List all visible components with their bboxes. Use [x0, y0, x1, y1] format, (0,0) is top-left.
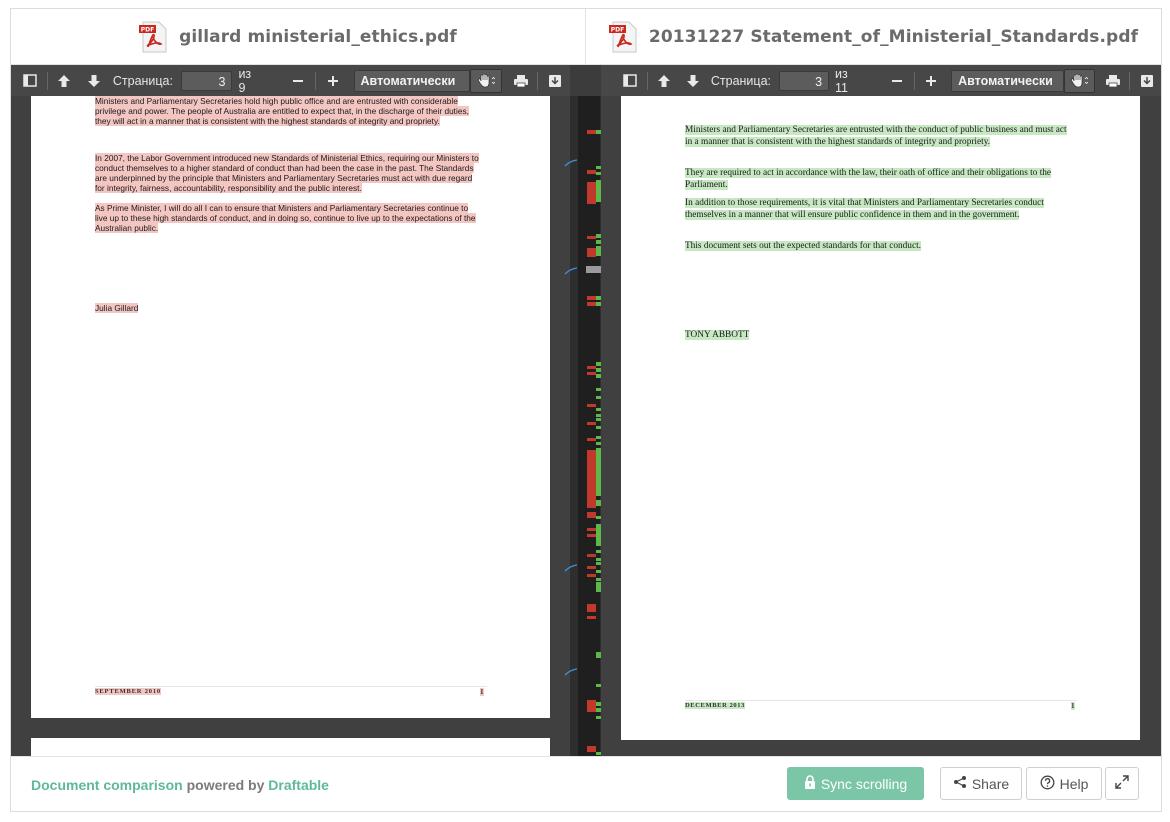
- right-paragraph-4-text: This document sets out the expected standards for that conduct.: [685, 241, 921, 251]
- draftable-link[interactable]: Draftable: [268, 777, 329, 793]
- toolbar-divider: [647, 72, 648, 90]
- plus-icon[interactable]: [916, 65, 945, 96]
- diff-mark-deleted[interactable]: [587, 534, 596, 537]
- diff-mark-deleted[interactable]: [587, 170, 596, 174]
- page-total: из 9: [238, 66, 252, 95]
- left-paragraph-2-text: In 2007, the Labor Government introduced new Standards of Ministerial Ethics, requiring our Ministers to conduct themselves to a higher standard of conduct than had been the case in the past. The Standards are underpinned by the principle that Ministers and Parliamentary Secretaries must act with due regard for integrity, fairness, accountability, responsibility and the public interest.: [95, 153, 479, 193]
- plus-icon[interactable]: [318, 65, 348, 96]
- toolbar-gap: [570, 65, 601, 96]
- diff-mark-deleted[interactable]: [587, 372, 596, 375]
- right-signature: [685, 329, 749, 341]
- hand-tool-icon[interactable]: [470, 69, 502, 93]
- arrow-down-icon[interactable]: [79, 65, 109, 96]
- svg-text:PDF: PDF: [610, 26, 625, 33]
- toolbar-divider: [47, 72, 48, 90]
- diff-mark-deleted[interactable]: [587, 404, 596, 407]
- diff-mark-deleted[interactable]: [587, 248, 596, 257]
- print-icon[interactable]: [506, 65, 536, 96]
- left-doc-title: gillard ministerial_ethics.pdf: [179, 26, 457, 47]
- pdf-icon: [609, 21, 639, 53]
- sidebar-toggle-icon[interactable]: [15, 65, 45, 96]
- right-document-viewer[interactable]: [601, 96, 1161, 756]
- hand-tool-icon[interactable]: [1064, 69, 1095, 93]
- diff-mark-deleted[interactable]: [587, 422, 596, 425]
- document-comparison-link[interactable]: Document comparison: [31, 777, 183, 793]
- diff-mark-deleted[interactable]: [587, 574, 596, 577]
- right-pdf-toolbar: [601, 65, 1161, 96]
- expand-icon: [1115, 775, 1129, 792]
- diff-mark-deleted[interactable]: [587, 512, 596, 518]
- left-paragraph-1-text: Ministers and Parliamentary Secretaries hold high public office and are entrusted with considerable privilege and power. The people of Australia are entitled to expect that, in the discharge of their duties, they will act in a manner that is consistent with the highest standards of integrity and propriety.: [95, 96, 469, 126]
- arrow-down-icon[interactable]: [678, 65, 707, 96]
- connector-arrow-icon: [564, 563, 578, 573]
- connector-arrow-icon: [564, 667, 578, 677]
- page-label: Страница:: [710, 73, 772, 88]
- diff-mark-deleted[interactable]: [587, 554, 596, 557]
- sidebar-toggle-icon[interactable]: [616, 65, 645, 96]
- download-icon[interactable]: [540, 65, 570, 96]
- diff-mark-deleted[interactable]: [587, 366, 596, 369]
- right-paragraph-1: [685, 124, 1073, 148]
- diff-mark-deleted[interactable]: [587, 236, 596, 239]
- comparison-frame: [10, 8, 1162, 812]
- left-paragraph-2: [95, 153, 481, 193]
- fullscreen-button[interactable]: [1105, 767, 1139, 800]
- diff-mark-deleted[interactable]: [587, 450, 596, 508]
- right-pdf-page: [621, 96, 1140, 740]
- diff-mark-deleted[interactable]: [587, 604, 596, 612]
- diff-gutter[interactable]: [570, 96, 601, 756]
- help-icon: [1040, 775, 1055, 793]
- share-icon: [953, 775, 967, 792]
- left-doc-header: [11, 9, 586, 65]
- connector-arrow-icon: [564, 158, 578, 168]
- right-doc-title: 20131227 Statement_of_Ministerial_Standards.pdf: [648, 26, 1139, 47]
- diff-mark-deleted[interactable]: [587, 616, 596, 619]
- right-paragraph-4: [685, 240, 1073, 252]
- download-icon[interactable]: [1132, 65, 1161, 96]
- diff-mark-deleted[interactable]: [587, 566, 596, 569]
- sync-scrolling-button[interactable]: [787, 767, 924, 800]
- toolbar-divider: [537, 72, 538, 90]
- diff-mark-deleted[interactable]: [587, 438, 596, 441]
- page-total: из 11: [835, 66, 848, 95]
- right-footer-rule: [685, 700, 1077, 701]
- page-number-input[interactable]: 3: [181, 71, 232, 91]
- right-doc-header: [586, 9, 1161, 65]
- svg-text:PDF: PDF: [140, 26, 155, 33]
- toolbar-divider: [914, 72, 915, 90]
- diff-mark-deleted[interactable]: [587, 130, 596, 134]
- page-number-input[interactable]: 3: [779, 71, 829, 91]
- right-paragraph-2-text: They are required to act in accordance with the law, their oath of office and their obligations to the Parliament.: [685, 168, 1052, 190]
- diff-mark-deleted[interactable]: [587, 302, 596, 306]
- left-signature-text: Julia Gillard: [95, 303, 139, 313]
- left-pdf-toolbar: [11, 65, 570, 96]
- zoom-select[interactable]: Автоматически: [951, 70, 1064, 92]
- share-label: Share: [971, 775, 1010, 792]
- left-document-viewer[interactable]: [11, 96, 570, 756]
- page-label: Страница:: [112, 73, 173, 88]
- left-paragraph-3-text: As Prime Minister, I will do all I can to ensure that Ministers and Parliamentary Secretaries continue to live up to these high standards of conduct, and in doing so, continue to live up to the expectations of the Australian public.: [95, 203, 476, 233]
- help-label: Help: [1059, 775, 1089, 792]
- pdf-icon: [139, 21, 169, 53]
- left-footer-date: SEPTEMBER 2010: [95, 688, 161, 695]
- right-paragraph-3-text: In addition to those requirements, it is vital that Ministers and Parliamentary Secretaries conduct themselves in a manner that will ensure public confidence in them and in the government.: [685, 198, 1044, 220]
- arrow-up-icon[interactable]: [650, 65, 679, 96]
- powered-by-text: [31, 777, 329, 793]
- share-button[interactable]: [940, 767, 1022, 800]
- diff-mark-deleted[interactable]: [587, 746, 596, 752]
- toolbar-divider: [1129, 72, 1130, 90]
- left-footer-page-number: 1: [480, 688, 484, 696]
- app-footer: [11, 756, 1161, 812]
- right-paragraph-1-text: Ministers and Parliamentary Secretaries are entrusted with the conduct of public business and must act in a manner that is consistent with the highest standards of integrity and propriety.: [685, 125, 1067, 147]
- right-paragraph-3: [685, 197, 1073, 221]
- arrow-up-icon[interactable]: [50, 65, 80, 96]
- minus-icon[interactable]: [283, 65, 313, 96]
- right-footer-date: DECEMBER 2013: [685, 702, 745, 709]
- left-paragraph-1: [95, 96, 481, 126]
- right-signature-text: TONY ABBOTT: [685, 330, 750, 340]
- powered-by-label: powered by: [182, 777, 269, 793]
- diff-mark-deleted[interactable]: [587, 296, 596, 300]
- print-icon[interactable]: [1099, 65, 1128, 96]
- connector-arrow-icon: [564, 266, 578, 276]
- left-paragraph-3: [95, 203, 481, 233]
- left-pdf-page: [31, 96, 550, 718]
- diff-mark-deleted[interactable]: [587, 528, 596, 531]
- sync-scrolling-label: Sync scrolling: [820, 775, 908, 792]
- left-footer-rule: [95, 686, 487, 687]
- right-footer-page-number: 1: [1071, 702, 1075, 710]
- zoom-select[interactable]: Автоматически: [354, 70, 471, 92]
- diff-mark-deleted[interactable]: [587, 182, 596, 204]
- right-paragraph-2: [685, 167, 1073, 191]
- diff-mark-deleted[interactable]: [587, 700, 596, 712]
- lock-icon: [804, 775, 816, 792]
- help-button[interactable]: [1026, 767, 1102, 800]
- left-signature: [95, 303, 138, 313]
- left-next-pdf-page: [31, 738, 550, 756]
- toolbar-divider: [315, 72, 316, 90]
- minus-icon[interactable]: [883, 65, 912, 96]
